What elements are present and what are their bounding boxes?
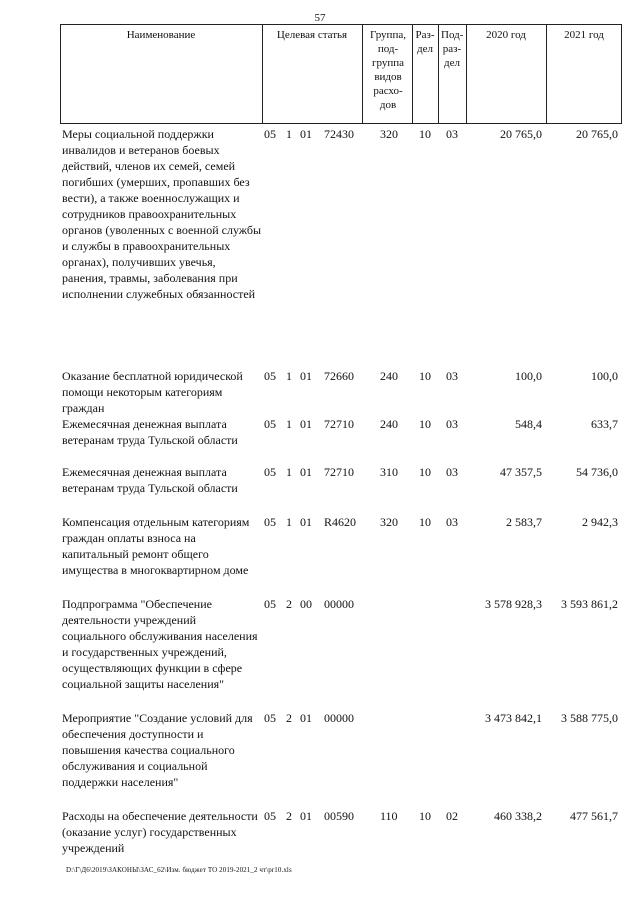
target-code-a: 05 [264, 369, 276, 383]
target-code-b: 1 [286, 127, 292, 141]
target-code-d: 72710 [324, 417, 354, 431]
target-code-c: 01 [300, 127, 312, 141]
file-path-footer: D:\Г\Д6\2019\ЗАКОНЫ\ЗАС_62\Изм. бюджет ТО 2019-2021_2 чт\pr10.xls [66, 866, 292, 874]
section-code: 10 [419, 809, 431, 823]
section-code: 10 [419, 515, 431, 529]
value-2020: 548,4 [515, 417, 542, 431]
section-code: 10 [419, 465, 431, 479]
group-code: 310 [380, 465, 398, 479]
row-name: Меры социальной поддержки инвалидов и ветеранов боевых действий, членов их семей, семей погибших (умерших, пропавших без вести), а также военнослужащих и сотрудников правоохранительных органов (уволенных с военной службы и службы в правоохранительных органах), получивших увечья, ранения, травмы, заболевания при исполнении служебных обязанностей [62, 127, 262, 301]
row-name: Расходы на обеспечение деятельности (оказание услуг) государственных учреждений [62, 809, 258, 855]
value-2021: 633,7 [591, 417, 618, 431]
target-code-a: 05 [264, 597, 276, 611]
value-2020: 20 765,0 [500, 127, 542, 141]
group-code: 320 [380, 515, 398, 529]
target-code-d: 72660 [324, 369, 354, 383]
target-code-b: 1 [286, 465, 292, 479]
row-name: Компенсация отдельным категориям граждан оплаты взноса на капитальный ремонт общего имущества в многоквартирном доме [62, 515, 250, 577]
value-2020: 3 578 928,3 [485, 597, 542, 611]
target-code-d: 72430 [324, 127, 354, 141]
row-name: Подпрограмма "Обеспечение деятельности учреждений социального обслуживания населения и государственных учреждений, осуществляющих функции в сфере социальной защиты населения" [62, 597, 258, 691]
target-code-c: 01 [300, 711, 312, 725]
value-2021: 100,0 [591, 369, 618, 383]
target-code-b: 1 [286, 515, 292, 529]
subsection-code: 03 [446, 417, 458, 431]
target-code-a: 05 [264, 127, 276, 141]
value-2021: 20 765,0 [576, 127, 618, 141]
row-name: Ежемесячная денежная выплата ветеранам труда Тульской области [62, 465, 238, 495]
section-code: 10 [419, 127, 431, 141]
section-code: 10 [419, 369, 431, 383]
target-code-a: 05 [264, 711, 276, 725]
header-group: Группа, под- группа видов расхо- дов [370, 29, 406, 111]
target-code-d: R4620 [324, 515, 357, 529]
target-code-a: 05 [264, 515, 276, 529]
target-code-c: 00 [300, 597, 312, 611]
target-code-a: 05 [264, 417, 276, 431]
target-code-a: 05 [264, 465, 276, 479]
target-code-d: 00000 [324, 597, 354, 611]
value-2021: 2 942,3 [582, 515, 618, 529]
target-code-c: 01 [300, 515, 312, 529]
target-code-a: 05 [264, 809, 276, 823]
value-2020: 47 357,5 [500, 465, 542, 479]
target-code-d: 00590 [324, 809, 354, 823]
value-2020: 460 338,2 [494, 809, 542, 823]
target-code-b: 1 [286, 369, 292, 383]
target-code-d: 72710 [324, 465, 354, 479]
page-number: 57 [314, 12, 326, 24]
target-code-b: 2 [286, 597, 292, 611]
target-code-c: 01 [300, 369, 312, 383]
subsection-code: 03 [446, 465, 458, 479]
header-2020: 2020 год [486, 29, 526, 41]
target-code-d: 00000 [324, 711, 354, 725]
row-name: Ежемесячная денежная выплата ветеранам труда Тульской области [62, 417, 238, 447]
group-code: 240 [380, 417, 398, 431]
subsection-code: 03 [446, 515, 458, 529]
header-target: Целевая статья [276, 29, 348, 41]
subsection-code: 03 [446, 369, 458, 383]
target-code-b: 1 [286, 417, 292, 431]
target-code-c: 01 [300, 465, 312, 479]
value-2020: 100,0 [515, 369, 542, 383]
value-2020: 3 473 842,1 [485, 711, 542, 725]
section-code: 10 [419, 417, 431, 431]
target-code-c: 01 [300, 417, 312, 431]
header-section: Раз- дел [415, 29, 435, 55]
value-2021: 477 561,7 [570, 809, 618, 823]
group-code: 240 [380, 369, 398, 383]
row-name: Оказание бесплатной юридической помощи некоторым категориям граждан [62, 369, 243, 415]
header-name: Наименование [126, 29, 196, 41]
target-code-b: 2 [286, 809, 292, 823]
row-name: Мероприятие "Создание условий для обеспечения доступности и повышения качества социального обслуживания и социальной поддержки населения" [62, 711, 253, 789]
subsection-code: 02 [446, 809, 458, 823]
group-code: 110 [380, 809, 398, 823]
value-2021: 54 736,0 [576, 465, 618, 479]
header-2021: 2021 год [564, 29, 604, 41]
header-subsection: Под- раз- дел [441, 29, 464, 69]
value-2021: 3 588 775,0 [561, 711, 618, 725]
value-2020: 2 583,7 [506, 515, 542, 529]
target-code-b: 2 [286, 711, 292, 725]
subsection-code: 03 [446, 127, 458, 141]
group-code: 320 [380, 127, 398, 141]
value-2021: 3 593 861,2 [561, 597, 618, 611]
target-code-c: 01 [300, 809, 312, 823]
